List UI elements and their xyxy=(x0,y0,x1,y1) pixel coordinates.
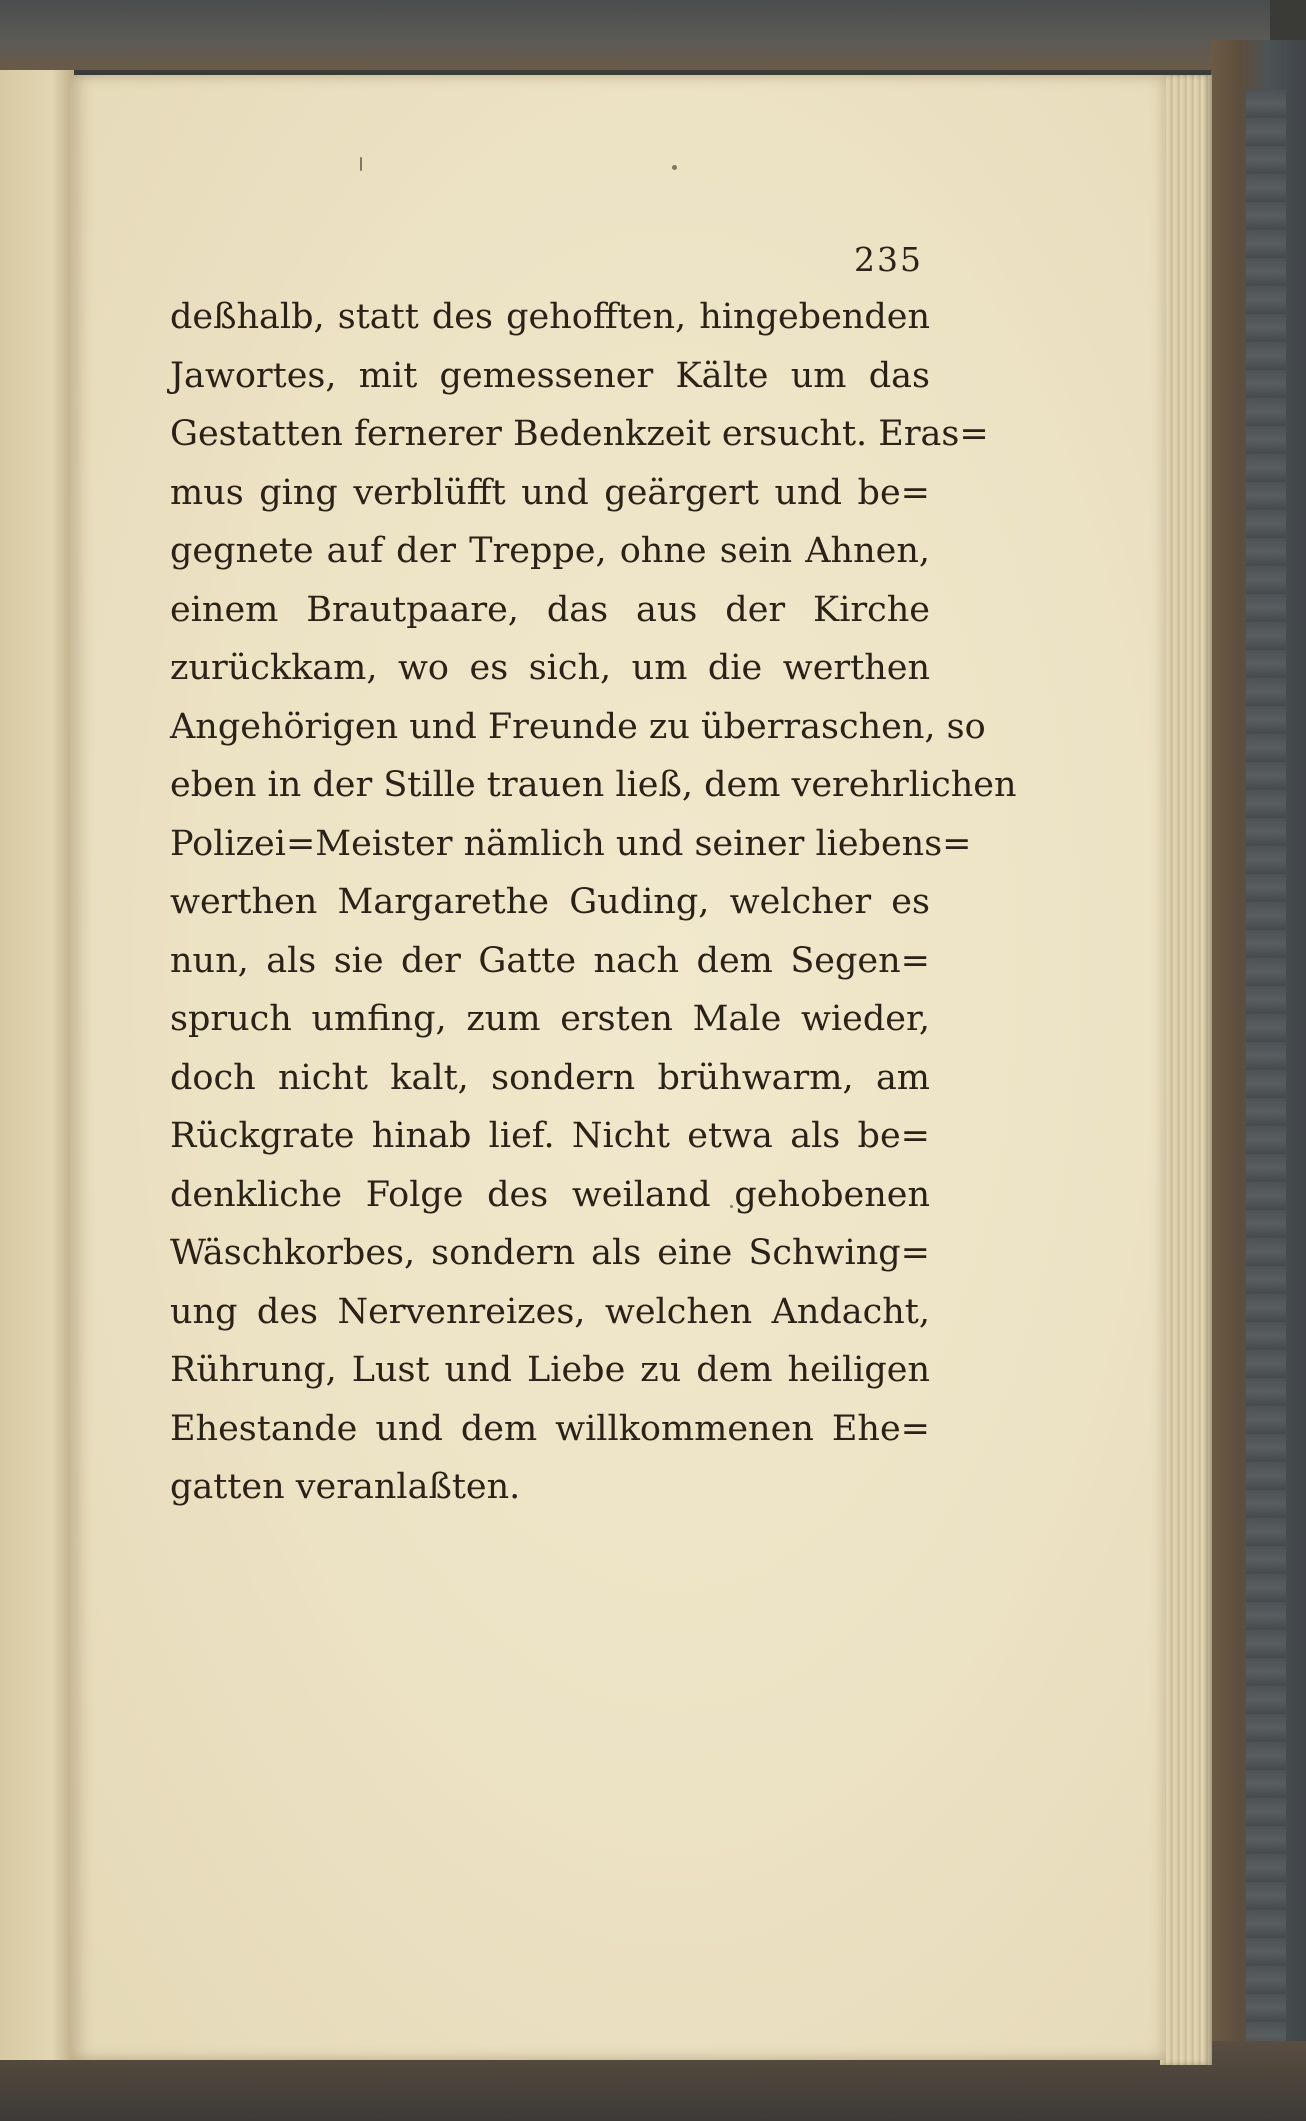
text-line: deßhalb, statt des gehofften, hingebenden xyxy=(170,297,930,337)
text-line: Ehestande und dem willkommenen Ehe= xyxy=(170,1408,930,1449)
paper-speck xyxy=(672,165,677,170)
text-line: mus ging verblüfft und geärgert und be= xyxy=(170,472,930,513)
text-line: denkliche Folge des weiland gehobenen xyxy=(170,1174,930,1215)
body-text xyxy=(170,288,1017,1517)
book-cover-top xyxy=(0,0,1270,70)
left-page-edge xyxy=(0,70,74,2060)
text-line: Angehörigen und Freunde zu überraschen, so xyxy=(170,706,986,747)
text-line: ung des Nervenreizes, welchen Andacht, xyxy=(170,1291,930,1332)
text-line: Rückgrate hinab lief. Nicht etwa als be= xyxy=(170,1116,930,1156)
text-line: doch nicht kalt, sondern brühwarm, am xyxy=(170,1057,930,1098)
book-spine-leather xyxy=(1246,90,1286,2050)
text-line: Rührung, Lust und Liebe zu dem heiligen xyxy=(170,1350,930,1390)
page-number: 235 xyxy=(854,240,923,279)
text-line: eben in der Stille trauen ließ, dem verehrlichen xyxy=(170,765,1017,805)
text-line: gegnete auf der Treppe, ohne sein Ahnen, xyxy=(170,531,930,571)
page-stack-edge xyxy=(1160,75,1212,2065)
text-line: spruch umfing, zum ersten Male wieder, xyxy=(170,999,930,1039)
text-line: Polizei=Meister nämlich und seiner liebens= xyxy=(170,823,972,864)
text-line: Wäschkorbes, sondern als eine Schwing= xyxy=(170,1233,930,1273)
text-line-last: gatten veranlaßten. xyxy=(170,1467,521,1507)
text-line: zurückkam, wo es sich, um die werthen xyxy=(170,648,930,688)
text-line: einem Brautpaare, das aus der Kirche xyxy=(170,589,930,630)
text-line: nun, als sie der Gatte nach dem Segen= xyxy=(170,940,930,981)
text-line: werthen Margarethe Guding, welcher es xyxy=(170,882,930,922)
paper-speck xyxy=(360,157,362,171)
text-line: Gestatten fernerer Bedenkzeit ersucht. Eras= xyxy=(170,414,989,454)
text-line: Jawortes, mit gemessener Kälte um das xyxy=(170,355,930,396)
